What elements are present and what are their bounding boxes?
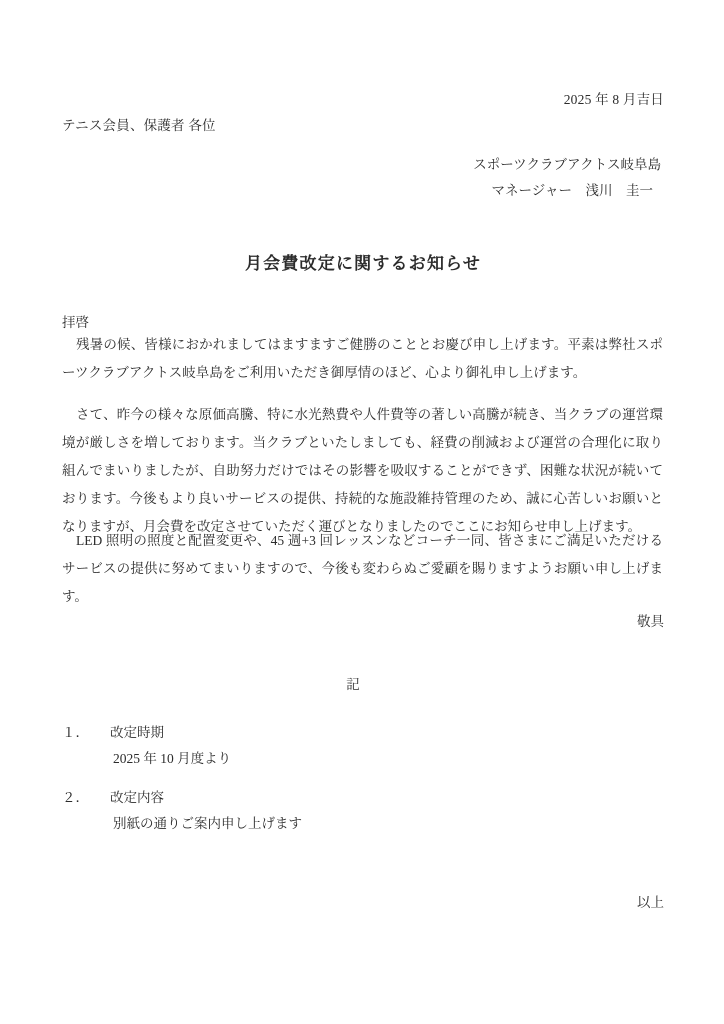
- list-item-heading-row: [62, 721, 664, 745]
- salutation: 拝啓: [62, 315, 89, 330]
- addressee-line: テニス会員、保護者 各位: [62, 118, 216, 133]
- list-item-heading: 改定時期: [110, 725, 164, 740]
- list-marker: 記: [346, 677, 360, 692]
- document-content: [62, 0, 664, 1024]
- body-paragraph-1: 残暑の候、皆様におかれましてはますますご健勝のこととお慶び申し上げます。平素は弊社スポーツクラブアクトス岐阜島をご利用いただき御厚情のほど、心より御礼申し上げます。: [62, 337, 663, 380]
- sender-block: [473, 152, 661, 204]
- sender-person: マネージャー 浅川 圭一: [491, 183, 653, 198]
- list-item-heading-row: [62, 786, 664, 810]
- list-item-detail: 2025 年 10 月度より: [113, 751, 232, 766]
- end-marker: 以上: [637, 895, 664, 910]
- list-item-detail: 別紙の通りご案内申し上げます: [113, 816, 302, 831]
- list-item: [62, 786, 664, 836]
- document-date: 2025 年 8 月吉日: [563, 92, 664, 107]
- body-paragraph-2: さて、昨今の様々な原価高騰、特に水光熱費や人件費等の著しい高騰が続き、当クラブの運営環境が厳しさを増しております。当クラブといたしましても、経費の削減および運営の合理化に取り組んでまいりましたが、自助努力だけではその影響を吸収することができず、困難な状況が続いております。今後もより良いサービスの提供、持続的な施設維持管理のため、誠に心苦しいお願いとなりますが、月会費を改定させていただく運びとなりましたのでここにお知らせ申し上げます。: [62, 407, 663, 534]
- list-item: [62, 721, 664, 771]
- list-item-heading: 改定内容: [110, 790, 164, 805]
- list-item-number: １．: [62, 725, 89, 740]
- sender-organization: スポーツクラブアクトス岐阜島: [473, 157, 661, 172]
- closing-salutation: 敬具: [637, 614, 664, 629]
- body-paragraph-3: LED 照明の照度と配置変更や、45 週+3 回レッスンなどコーチ一同、皆さまにご満足いただけるサービスの提供に努めてまいりますので、今後も変わらぬご愛顧を賜りますようお願い申し上げます。: [62, 533, 663, 604]
- page-title: 月会費改定に関するお知らせ: [244, 254, 482, 273]
- list-item-number: ２．: [62, 790, 89, 805]
